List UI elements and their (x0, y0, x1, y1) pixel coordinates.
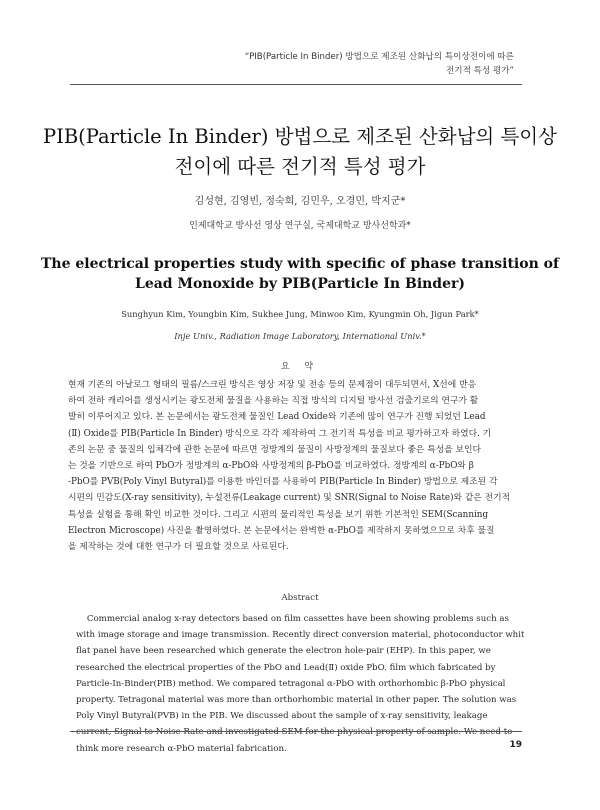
english-abstract-line: researched the electrical properties of the PbO and Lead(Ⅱ) oxide PbO. film which fabricated by (76, 662, 496, 673)
korean-abstract-line: 발히 이루어지고 있다. 본 논문에서는 광도전체 물질인 Lead Oxide와 기존에 많이 연구가 진행 되었던 Lead (68, 412, 486, 423)
korean-title-line-2: 전이에 따른 전기적 특성 평가 (174, 155, 426, 178)
korean-abstract-line: -PbO를 PVB(Poly Vinyl Butyral)를 이용한 바인더를 사용하여 PIB(Particle In Binder) 방법으로 제조된 각 (68, 477, 498, 488)
english-abstract-heading: Abstract (281, 593, 319, 603)
running-header (214, 50, 514, 78)
header-divider (70, 84, 522, 85)
english-abstract-line: Particle-In-Binder(PIB) method. We compared tetragonal α-PbO with orthorhombic β-PbO physical (76, 678, 506, 689)
korean-abstract-body (68, 377, 523, 555)
english-abstract-line: current, Signal to Noise Rate and investigated SEM for the physical property of sample. We need to (76, 727, 513, 738)
english-title (40, 254, 560, 294)
korean-affiliation: 인제대학교 방사선 영상 연구실, 국제대학교 방사선학과* (189, 221, 411, 231)
english-abstract-body (76, 611, 524, 757)
korean-abstract-line: (Ⅱ) Oxide를 PIB(Particle In Binder) 방식으로 각각 제작하여 그 전기적 특성을 비교 평가하고자 하였다. 기 (68, 428, 492, 439)
korean-abstract-line: 시편의 민감도(X-ray sensitivity), 누설전류(Leakage current) 및 SNR(Signal to Noise Rate)와 같은 전기적 (68, 493, 511, 504)
korean-abstract-line: 존의 논문 중 물질의 입체각에 관한 논문에 따르면 정방계의 물질이 사방정계의 물질보다 좋은 특성을 보인다 (68, 444, 482, 455)
korean-abstract-line: 을 제작하는 것에 대한 연구가 더 필요할 것으로 사료된다. (68, 542, 289, 553)
korean-abstract-heading: 요 약 (280, 362, 320, 372)
footer-divider (70, 731, 522, 732)
english-affiliation: Inje Univ., Radiation Image Laboratory, International Univ.* (174, 331, 426, 341)
korean-abstract-line: 현재 기존의 아날로그 형태의 필름/스크린 방식은 영상 저장 및 전송 등의 문제점이 대두되면서, X선에 반응 (68, 380, 477, 390)
english-abstract-line: with image storage and image transmission. Recently direct conversion material, photoconductor whit (76, 630, 524, 641)
english-abstract-line: Commercial analog x-ray detectors based on film cassettes have been showing problems such as (76, 614, 509, 624)
korean-title-line-1: PIB(Particle In Binder) 방법으로 제조된 산화납의 특이상 (43, 125, 557, 148)
running-header-line-2: 전기적 특성 평가” (445, 66, 514, 76)
korean-title (40, 122, 560, 182)
english-abstract-line: Poly Vinyl Butyral(PVB) in the PIB. We discussed about the sample of x-ray sensitivity, leakage (76, 711, 488, 722)
english-abstract-line: property. Tetragonal material was more than orthorhombic material in other paper. The solution was (76, 695, 517, 706)
english-abstract-line: flat panel have been researched which generate the electron hole-pair (EHP). In this paper, we (76, 646, 491, 657)
english-authors: Sunghyun Kim, Youngbin Kim, Sukhee Jung, Minwoo Kim, Kyungmin Oh, Jigun Park* (121, 309, 479, 319)
page-number: 19 (509, 740, 522, 750)
korean-abstract-line: Electron Microscope) 사진을 촬영하였다. 본 논문에서는 완벽한 α-PbO를 제작하지 못하였으므로 차후 물질 (68, 525, 495, 536)
korean-abstract-line: 하여 전하 캐리어를 생성시키는 광도전체 물질을 사용하는 직접 방식의 디지털 방사선 검출기로의 연구가 활 (68, 396, 479, 407)
korean-abstract-line: 는 것을 기반으로 하여 PbO가 정방계의 α-PbO와 사방정계의 β-PbO를 비교하였다. 정방계의 α-PbO와 β (68, 461, 474, 472)
running-header-line-1: “PIB(Particle In Binder) 방법으로 제조된 산화납의 특이상전이에 따른 (244, 52, 514, 62)
korean-abstract-line: 특성을 실험을 통해 확인 비교한 것이다. 그리고 시편의 물리적인 특성을 보기 위한 기본적인 SEM(Scanning (68, 509, 489, 520)
korean-authors: 김성현, 김영빈, 정숙희, 김민우, 오경민, 박지군* (194, 196, 406, 207)
english-title-line-1: The electrical properties study with specific of phase transition of (41, 256, 559, 272)
english-abstract-line: think more research α-PbO material fabrication. (76, 743, 287, 754)
english-title-line-2: Lead Monoxide by PIB(Particle In Binder) (134, 276, 466, 292)
